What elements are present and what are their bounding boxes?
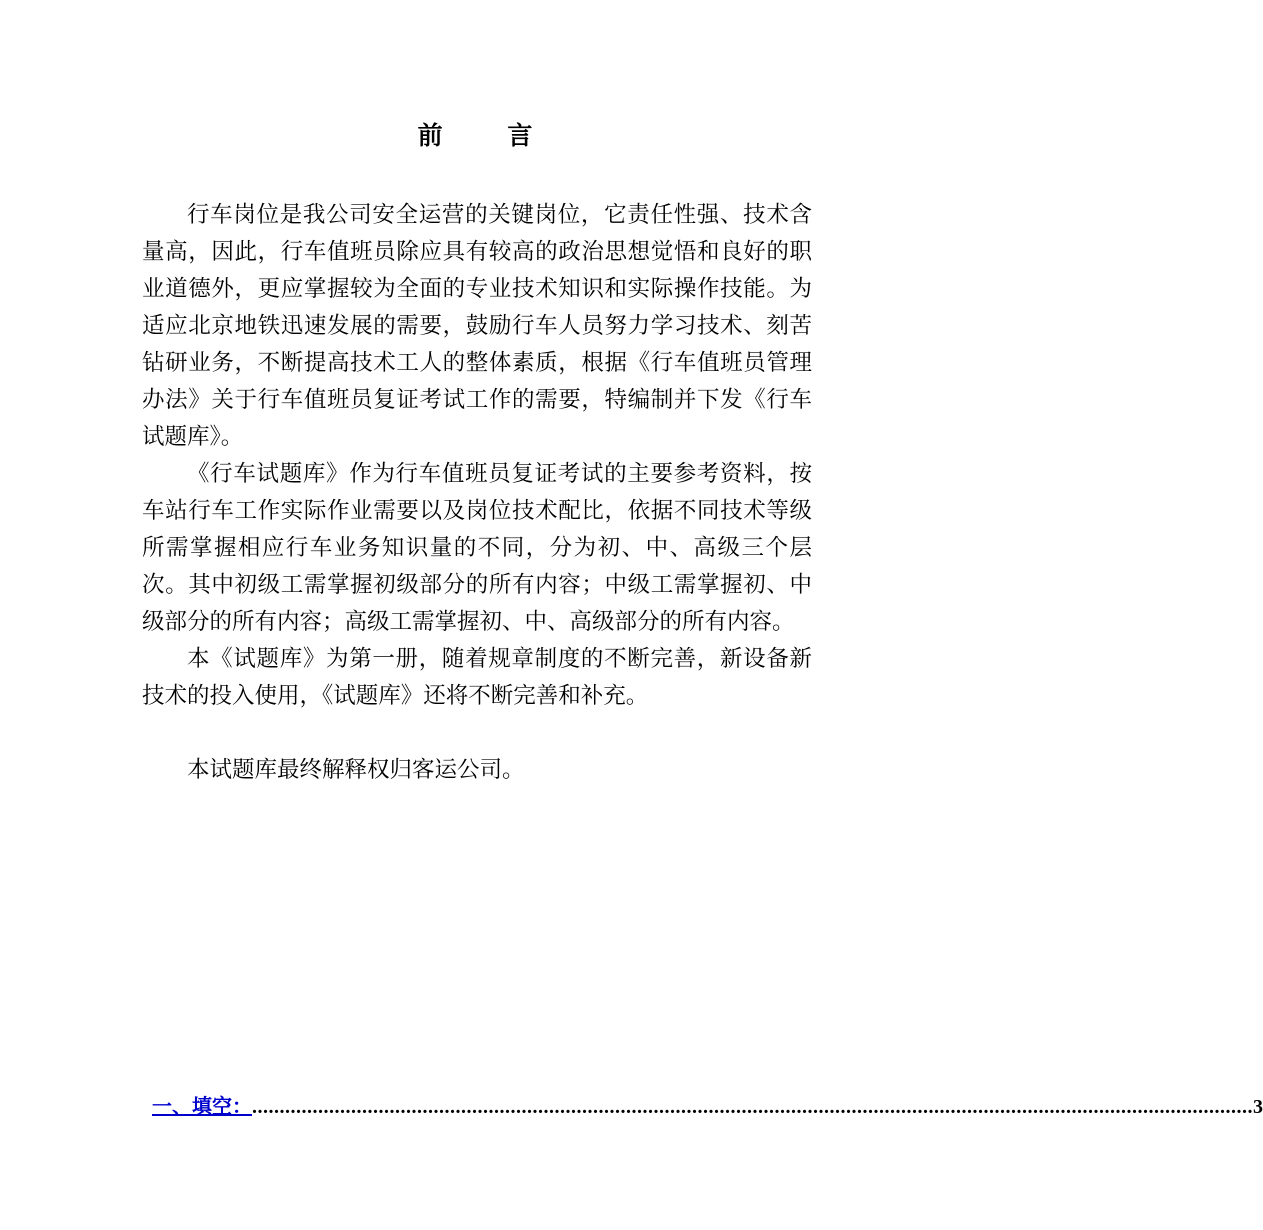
blank-line <box>142 715 812 752</box>
toc-page-number: 3 <box>1253 1096 1263 1118</box>
paragraph-interpretation-rights: 本试题库最终解释权归客运公司。 <box>187 757 525 783</box>
paragraph-intro: 行车岗位是我公司安全运营的关键岗位，它责任性强、技术含量高，因此，行车值班员除应具有较高的政治思想觉悟和良好的职业道德外，更应掌握较为全面的专业技术知识和实际操作技能。为适应北京地铁迅速发展的需要，鼓励行车人员努力学习技术、刻苦钻研业务，不断提高技术工人的整体素质，根据《行车值班员管理办法》关于行车值班员复证考试工作的需要，特编制并下发《行车试题库》。 <box>142 202 812 450</box>
page-title: 前 言 <box>417 121 561 150</box>
document-body <box>142 197 812 789</box>
paragraph-volume: 本《试题库》为第一册，随着规章制度的不断完善，新设备新技术的投入使用，《试题库》还将不断完善和补充。 <box>142 646 812 709</box>
toc-entry-link[interactable]: 一、填空： <box>152 1096 252 1118</box>
toc-entry[interactable] <box>152 1090 1263 1119</box>
toc-dot-leader: ...................................................................................................................................................................................... <box>252 1096 1253 1118</box>
paragraph-levels: 《行车试题库》作为行车值班员复证考试的主要参考资料，按车站行车工作实际作业需要以及岗位技术配比，依据不同技术等级所需掌握相应行车业务知识量的不同，分为初、中、高级三个层次。其中初级工需掌握初级部分的所有内容；中级工需掌握初、中级部分的所有内容；高级工需掌握初、中、高级部分的所有内容。 <box>142 461 812 635</box>
